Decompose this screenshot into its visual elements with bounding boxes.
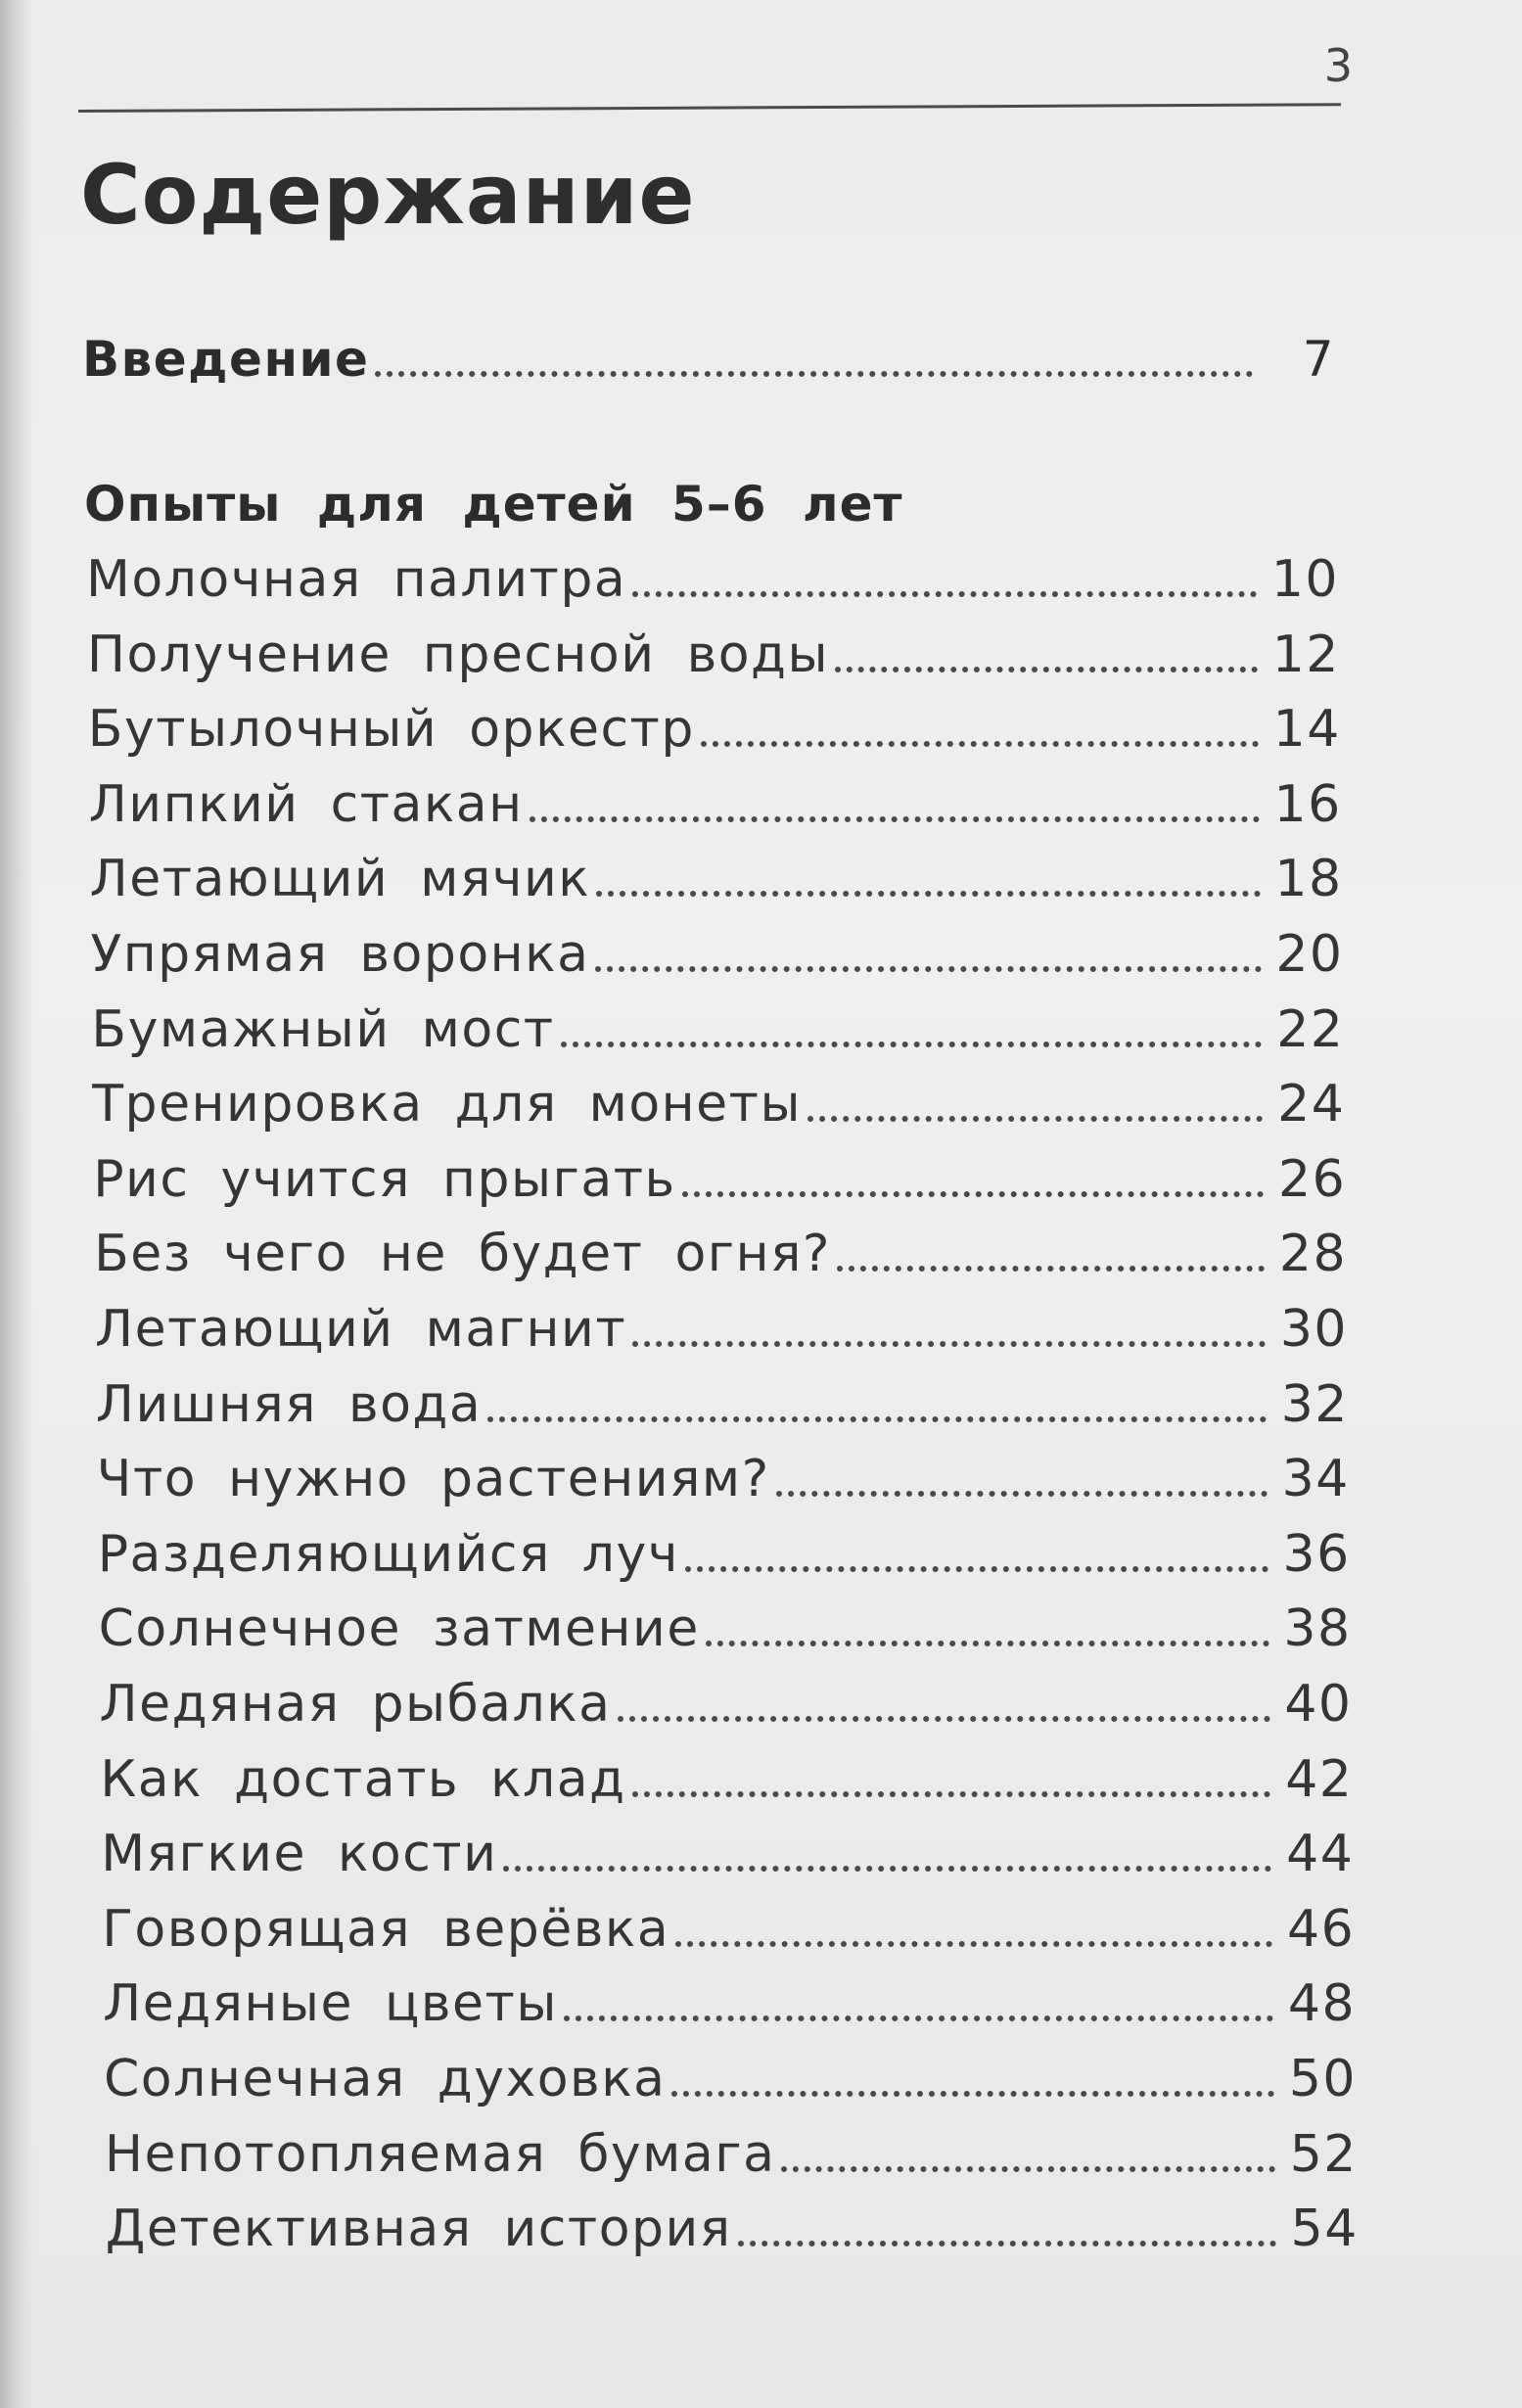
toc-leader: [685, 1566, 1268, 1572]
toc-entry-label: Тренировка для монеты: [92, 1075, 803, 1134]
toc-entry-page: 46: [1287, 1900, 1356, 1959]
toc-leader: [530, 816, 1260, 822]
toc-leader: [807, 1116, 1263, 1122]
toc-entry-row: [106, 2198, 1359, 2260]
toc-leader: [595, 966, 1261, 972]
toc-entry-page: 48: [1287, 1974, 1357, 2033]
toc-entry-page: 20: [1275, 925, 1344, 984]
toc-entry-label: Бутылочный оркестр: [87, 700, 695, 759]
toc-entry-label: Непотопляемая бумага: [104, 2125, 776, 2184]
toc-intro-row: [82, 328, 1335, 391]
toc-entry-row: [97, 1448, 1350, 1510]
toc-intro-label: Введение: [82, 331, 370, 388]
toc-entry-page: 32: [1280, 1375, 1349, 1434]
toc-entry-row: [88, 698, 1341, 761]
toc-entry-label: Молочная палитра: [86, 550, 627, 609]
toc-entry-row: [91, 998, 1344, 1061]
toc-entry-row: [95, 1298, 1348, 1361]
toc-entry-page: 38: [1283, 1599, 1352, 1658]
toc-leader: [738, 2241, 1276, 2246]
toc-entry-row: [101, 1823, 1354, 1885]
toc-entry-page: 30: [1279, 1300, 1348, 1359]
header-rule: [78, 103, 1341, 113]
toc-entry-row: [94, 1223, 1347, 1285]
toc-entry-row: [86, 548, 1339, 611]
toc-entry-label: Липкий стакан: [88, 775, 524, 834]
toc-leader: [776, 1491, 1268, 1497]
toc-leader: [671, 2091, 1274, 2097]
toc-entry-label: Как достать клад: [100, 1750, 626, 1809]
toc-entry-page: 28: [1278, 1225, 1348, 1283]
page-number: 3: [1323, 39, 1353, 92]
toc-leader: [706, 1641, 1269, 1646]
toc-entry-label: Ледяные цветы: [103, 1974, 558, 2033]
toc-leader: [701, 741, 1259, 747]
toc-entry-row: [103, 1972, 1356, 2035]
toc-entry-row: [102, 1898, 1355, 1961]
toc-entry-label: Солнечная духовка: [104, 2050, 667, 2108]
toc-entry-row: [104, 2048, 1357, 2110]
toc-entry-label: Солнечное затмение: [98, 1599, 700, 1658]
toc-entry-page: 18: [1274, 850, 1343, 908]
toc-entry-label: Упрямая воронка: [90, 925, 590, 984]
toc-entry-row: [87, 624, 1340, 686]
toc-entry-page: 14: [1272, 700, 1341, 759]
toc-entry-page: 40: [1284, 1675, 1353, 1734]
toc-leader: [632, 1341, 1266, 1347]
toc-entry-label: Разделяющийся луч: [97, 1525, 679, 1584]
toc-leader: [781, 2166, 1274, 2172]
toc-leader: [632, 591, 1257, 597]
toc-leader: [835, 667, 1258, 672]
toc-entry-label: Летающий мячик: [89, 850, 591, 908]
toc-entry-page: 36: [1282, 1525, 1351, 1584]
toc-entry-page: 50: [1288, 2050, 1357, 2108]
toc-entry-row: [93, 1148, 1346, 1211]
toc-entry-label: Детективная история: [105, 2200, 732, 2258]
toc-entry-label: Бумажный мост: [91, 1000, 555, 1059]
toc-entry-page: 12: [1271, 625, 1340, 684]
toc-leader: [487, 1416, 1267, 1422]
toc-leader: [596, 891, 1260, 897]
toc-entry-row: [96, 1373, 1349, 1436]
toc-leader: [618, 1716, 1270, 1722]
toc-entry-page: 24: [1277, 1075, 1346, 1134]
toc-leader: [632, 1791, 1271, 1797]
toc-entry-label: Без чего не будет огня?: [94, 1225, 831, 1283]
toc-entry-row: [98, 1523, 1351, 1586]
toc-entry-page: 26: [1278, 1150, 1347, 1209]
section-heading: Опыты для детей 5–6 лет: [84, 476, 903, 533]
toc-entry-page: 34: [1281, 1450, 1350, 1508]
toc-entry-page: 44: [1286, 1825, 1355, 1883]
toc-entry-page: 10: [1270, 550, 1339, 609]
toc-entry-row: [92, 1073, 1345, 1135]
toc-entry-label: Рис учится прыгать: [93, 1150, 676, 1209]
toc-entry-label: Что нужно растениям?: [96, 1450, 770, 1508]
toc-leader: [564, 2015, 1273, 2021]
toc-entry-page: 22: [1276, 1000, 1345, 1059]
toc-entry-page: 52: [1289, 2125, 1358, 2184]
toc-entry-page: 16: [1273, 775, 1342, 834]
toc-entry-label: Ледяная рыбалка: [99, 1675, 612, 1734]
toc-leader: [837, 1266, 1265, 1272]
toc-leader: [682, 1191, 1265, 1197]
toc-entry-row: [105, 2123, 1358, 2186]
toc-entry-label: Летающий магнит: [95, 1300, 627, 1359]
toc-entry-label: Получение пресной воды: [86, 625, 830, 684]
toc-entry-row: [91, 923, 1344, 986]
toc-leader: [503, 1866, 1271, 1872]
toc-leader: [561, 1042, 1263, 1047]
toc-leader: [375, 371, 1253, 377]
toc-leader: [675, 1941, 1272, 1947]
toc-entry-label: Лишняя вода: [95, 1375, 483, 1434]
toc-entry-row: [90, 848, 1343, 910]
toc-intro-page: 7: [1302, 331, 1335, 388]
toc-entry-row: [89, 773, 1342, 836]
toc-entry-label: Мягкие кости: [101, 1825, 498, 1883]
toc-entry-label: Говорящая верёвка: [102, 1900, 670, 1959]
page-edge-shadow: [0, 0, 33, 2408]
page-title: Содержание: [80, 147, 696, 243]
toc-entry-row: [100, 1748, 1353, 1811]
toc-entry-page: 42: [1285, 1750, 1354, 1809]
toc-entry-row: [99, 1598, 1352, 1660]
toc-entry-page: 54: [1290, 2200, 1359, 2258]
toc-entry-row: [100, 1673, 1353, 1736]
